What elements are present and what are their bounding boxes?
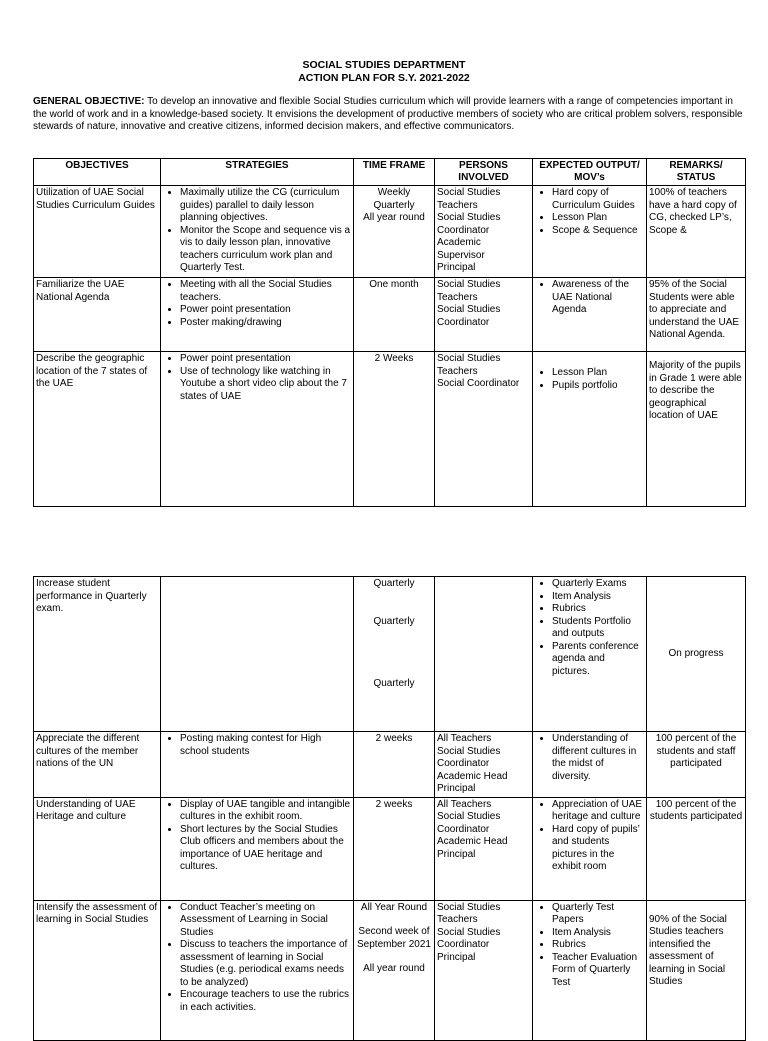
person-item: All Teachers [437,798,492,810]
output-item: • Hard copy of pupils’ and students pictures in the exhibit room [552,824,644,874]
general-objective-label: GENERAL OBJECTIVE: [33,96,145,107]
output-item: • Rubrics [552,603,644,616]
remarks-cell [647,352,746,507]
time-item: 2 weeks [375,798,413,810]
output-item: • Appreciation of UAE heritage and culture [552,799,644,824]
remarks-cell: 95% of the Social Students were able to appreciate and understand the UAE National Agenda. [647,278,746,352]
output-cell [533,797,647,900]
col-persons: PERSONS INVOLVED [435,159,533,186]
person-item: Social Studies Coordinator [437,212,501,236]
objective-cell: Understanding of UAE Heritage and culture [34,797,161,900]
output-cell [533,186,647,278]
time-item: All Year Round [360,901,428,913]
person-item: Principal [437,262,476,273]
strategy-item: • Maximally utilize the CG (curriculum guides) parallel to daily lesson planning objectives. [180,187,351,225]
strategy-item: • Use of technology like watching in Youtube a short video clip about the 7 states of UAE [180,366,351,404]
time-item: Second week of September 2021 [357,926,431,950]
table-row [34,352,746,507]
objective-cell: Utilization of UAE Social Studies Curriculum Guides [34,186,161,278]
strategy-item: • Discuss to teachers the importance of assessment of learning in Social Studies (e.g. periodical exams needs to be analyzed) [180,939,351,989]
output-item: • Understanding of different cultures in the midst of diversity. [552,733,644,783]
table-row [34,900,746,1040]
person-item: Social Studies Coordinator [437,926,501,950]
persons-cell [435,278,533,352]
strategy-item: • Power point presentation [180,353,351,366]
output-item: • Awareness of the UAE National Agenda [552,279,644,317]
output-item: • Teacher Evaluation Form of Quarterly Test [552,952,644,990]
table-row [34,732,746,798]
strategies-cell [161,186,354,278]
general-objective [33,96,745,134]
col-strategies: STRATEGIES [161,159,354,186]
time-item: All year round [363,963,425,974]
output-item: • Pupils portfolio [552,380,644,393]
general-objective-text: To develop an innovative and flexible Social Studies curriculum which will provide learners with a range of competencies important in the world of work and in a knowledge-based society. It envisions the development of productive members of society who are critical problem solvers, responsible stewards of nature, innovative and creative citizens, informed decision makers, and effective communicators. [33,96,743,132]
persons-cell [435,732,533,798]
person-item: All Teachers [437,733,492,744]
persons-cell [435,186,533,278]
strategy-item: • Monitor the Scope and sequence vis a vis to daily lesson plan, innovative teachers curriculum work plan and Quarterly Test. [180,225,351,275]
remarks-cell: 100% of teachers have a hard copy of CG, checked LP’s, Scope & [647,186,746,278]
output-cell [533,352,647,507]
strategies-cell [161,900,354,1040]
plan-title: ACTION PLAN FOR S.Y. 2021-2022 [298,72,470,84]
person-item: Principal [437,848,476,860]
strategy-item: • Display of UAE tangible and intangible cultures in the exhibit room. [180,799,351,824]
col-objectives: OBJECTIVES [34,159,161,186]
time-item: One month [369,279,419,290]
time-frame-cell [354,732,435,798]
col-time-frame: TIME FRAME [354,159,435,186]
remarks-cell: 100 percent of the students participated [647,797,746,900]
strategy-item: • Short lectures by the Social Studies Club officers and members about the importance of UAE heritage and cultures. [180,824,351,874]
objective-cell: Familiarize the UAE National Agenda [34,278,161,352]
time-item: Quarterly [373,678,415,689]
time-item: 2 weeks [375,733,413,744]
strategy-item: • Posting making contest for High school students [180,733,351,758]
time-item: Weekly [377,187,411,198]
person-item: Social Studies Teachers [437,279,501,303]
col-output: EXPECTED OUTPUT/ MOV’s [533,159,647,186]
output-item: • Lesson Plan [552,212,644,225]
persons-cell [435,577,533,732]
objective-cell: Increase student performance in Quarterly exam. [34,577,161,732]
strategies-cell [161,797,354,900]
person-item: Academic Head [437,770,508,782]
person-item: Social Studies Teachers [437,901,501,925]
table-row [34,797,746,900]
time-item: Quarterly [373,578,415,589]
time-item: Quarterly [373,199,415,211]
department-title: SOCIAL STUDIES DEPARTMENT [302,59,466,71]
output-item: • Lesson Plan [552,367,644,380]
remarks-cell: 100 percent of the students and staff participated [647,732,746,798]
person-item: Social Studies Coordinator [437,745,501,769]
output-cell [533,732,647,798]
output-item: • Students Portfolio and outputs [552,616,644,641]
output-item: • Scope & Sequence [552,225,644,238]
strategy-item: • Poster making/drawing [180,317,351,330]
person-item: Social Studies Coordinator [437,811,501,835]
output-item: • Item Analysis [552,591,644,604]
table-row [34,278,746,352]
time-item: All year round [363,212,425,223]
remarks-cell: On progress [647,577,746,732]
output-cell [533,900,647,1040]
time-frame-cell [354,278,435,352]
strategy-item: • Power point presentation [180,304,351,317]
persons-cell [435,900,533,1040]
person-item: Academic Head [437,836,508,847]
person-item: Social Studies Teachers [437,353,501,377]
time-item: 2 Weeks [374,353,414,364]
table-row [34,186,746,278]
time-frame-cell [354,577,435,732]
time-item: Quarterly [373,615,415,627]
output-item: • Parents conference agenda and pictures. [552,641,644,679]
table-row [34,577,746,732]
output-item: • Item Analysis [552,927,644,940]
remarks-text: Majority of the pupils in Grade 1 were able to describe the geographical location of UAE [649,360,742,421]
person-item: Academic Supervisor [437,237,485,261]
action-plan-table-2 [33,576,746,1041]
time-frame-cell [354,186,435,278]
output-item: • Quarterly Test Papers [552,902,644,927]
output-cell [533,577,647,732]
table-header-row [34,159,746,186]
objective-cell: Describe the geographic location of the 7 states of the UAE [34,352,161,507]
persons-cell [435,797,533,900]
output-item: • Quarterly Exams [552,578,644,591]
remarks-text: 90% of the Social Studies teachers intensified the assessment of learning in Social Studies [649,913,727,987]
person-item: Principal [437,783,476,794]
strategy-item: • Encourage teachers to use the rubrics in each activities. [180,989,351,1014]
objective-cell: Appreciate the different cultures of the member nations of the UN [34,732,161,798]
persons-cell [435,352,533,507]
strategy-item: • Conduct Teacher’s meeting on Assessment of Learning in Social Studies [180,902,351,940]
strategy-item: • Meeting with all the Social Studies teachers. [180,279,351,304]
objective-cell: Intensify the assessment of learning in Social Studies [34,900,161,1040]
action-plan-table-1 [33,158,746,507]
time-frame-cell [354,352,435,507]
person-item: Principal [437,951,476,963]
output-item: • Hard copy of Curriculum Guides [552,187,644,212]
strategies-cell [161,352,354,507]
strategies-cell [161,732,354,798]
person-item: Social Studies Coordinator [437,304,501,328]
strategies-cell [161,278,354,352]
strategies-cell [161,577,354,732]
output-cell [533,278,647,352]
time-frame-cell [354,797,435,900]
remarks-cell [647,900,746,1040]
col-remarks: REMARKS/ STATUS [647,159,746,186]
output-item: • Rubrics [552,939,644,952]
person-item: Social Coordinator [437,378,520,389]
time-frame-cell [354,900,435,1040]
person-item: Social Studies Teachers [437,187,501,211]
